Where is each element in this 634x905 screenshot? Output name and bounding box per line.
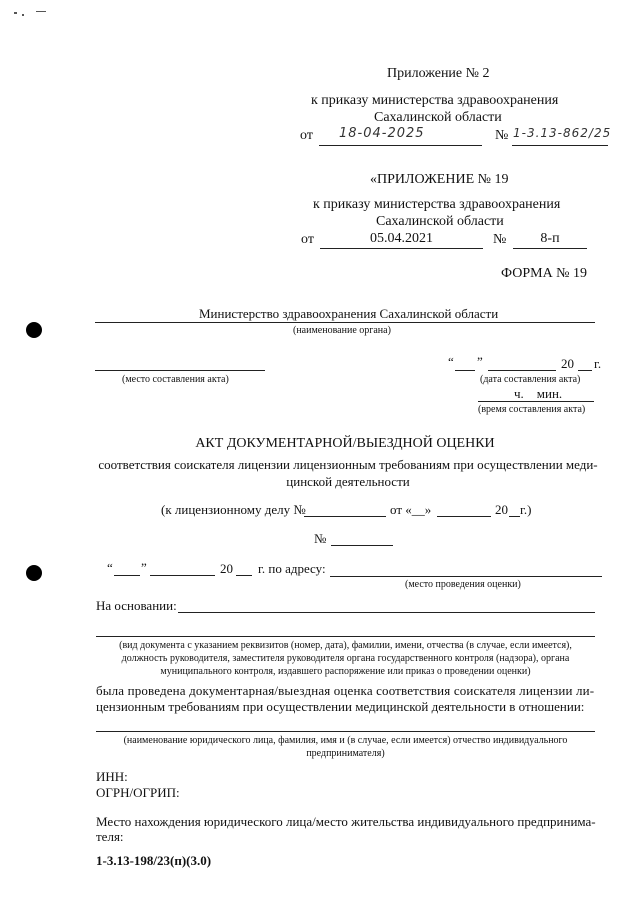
date-year-suffix: г. [594, 356, 602, 371]
date-month-line [488, 370, 556, 371]
act-number-label: № [314, 531, 327, 546]
appendix19-to-order: к приказу министерства здравоохранения [313, 197, 561, 212]
act-number-line [331, 545, 393, 546]
organ-caption: (наименование органа) [293, 325, 391, 336]
scan-speck [22, 14, 24, 16]
address-day-line [114, 575, 140, 576]
date-open-quote: “ [448, 354, 454, 369]
binder-hole [26, 565, 42, 581]
date-day-line [455, 370, 475, 371]
case-month-line [437, 516, 491, 517]
conducted-caption-1: (наименование юридического лица, фамилия, имя и (в случае, если имеется) отчество индивидуального [123, 735, 568, 746]
appendix19-number: 8-п [540, 231, 560, 246]
basis-caption-2: должность руководителя, заместителя руководителя органа государственного контроля (надзора), органа [121, 653, 570, 664]
date-caption: (дата составления акта) [480, 374, 581, 385]
address-year-line [236, 575, 252, 576]
address-close-quote: ” [141, 560, 147, 575]
conducted-caption-2: предпринимателя) [306, 748, 385, 759]
basis-line-1 [178, 612, 595, 613]
act-subtitle-2: цинской деятельности [286, 474, 410, 489]
conducted-fill-line [96, 731, 595, 732]
act-title: АКТ ДОКУМЕНТАРНОЙ/ВЫЕЗДНОЙ ОЦЕНКИ [195, 436, 495, 451]
basis-caption-1: (вид документа с указанием реквизитов (номер, дата), фамилии, имени, отчества (в случае, если имеется), [119, 640, 572, 651]
appendix-region: Сахалинской области [374, 110, 502, 125]
footer-code: 1-3.13-198/23(п)(3.0) [96, 853, 212, 868]
appendix-date-handwritten: 18-04-2025 [339, 126, 425, 141]
appendix-number-label: № [495, 128, 509, 143]
place-caption: (место составления акта) [122, 374, 229, 385]
appendix19-date-line [320, 248, 483, 249]
location-line-2: теля: [96, 829, 124, 844]
address-month-line [150, 575, 215, 576]
case-number-line [304, 516, 386, 517]
appendix19-number-line [513, 248, 587, 249]
appendix-number-handwritten: 1-3.13-862/25 [513, 126, 612, 140]
conducted-line-2: цензионным требованиям при осуществлении медицинской деятельности в отношении: [96, 699, 585, 714]
address-year-prefix: 20 [220, 561, 233, 576]
time-text: ч. мин. [514, 386, 563, 401]
appendix19-number-label: № [493, 232, 507, 247]
address-text: г. по адресу: [258, 561, 326, 576]
date-close-quote: ” [477, 354, 483, 369]
appendix19-from-label: от [301, 232, 314, 247]
binder-hole [26, 322, 42, 338]
organ-line [95, 322, 595, 323]
basis-line-2 [96, 636, 595, 637]
appendix19-date: 05.04.2021 [370, 231, 433, 246]
case-year-suffix: г.) [520, 502, 532, 517]
basis-label: На основании: [96, 598, 177, 613]
address-place-line [330, 576, 602, 577]
case-prefix: (к лицензионному делу № [161, 502, 306, 517]
appendix19-title: «ПРИЛОЖЕНИЕ № 19 [370, 172, 509, 187]
address-open-quote: “ [107, 560, 113, 575]
date-year-line [578, 370, 592, 371]
act-subtitle-1: соответствия соискателя лицензии лицензионным требованиям при осуществлении меди- [98, 457, 598, 472]
ogrn-label: ОГРН/ОГРИП: [96, 785, 180, 800]
appendix-date-line [319, 145, 482, 146]
form-label: ФОРМА № 19 [501, 266, 588, 281]
place-line [95, 370, 265, 371]
appendix-to-order: к приказу министерства здравоохранения [311, 93, 559, 108]
scan-speck [36, 11, 46, 12]
appendix19-region: Сахалинской области [376, 214, 504, 229]
scan-speck [14, 12, 17, 14]
date-year-prefix: 20 [561, 356, 574, 371]
conducted-line-1: была проведена документарная/выездная оценка соответствия соискателя лицензии ли- [96, 683, 595, 698]
case-year: 20 [495, 502, 508, 517]
appendix-title: Приложение № 2 [387, 66, 490, 81]
location-line-1: Место нахождения юридического лица/место жительства индивидуального предпринима- [96, 814, 596, 829]
organ-name: Министерство здравоохранения Сахалинской области [199, 306, 499, 321]
address-caption: (место проведения оценки) [405, 579, 521, 590]
appendix-from-label: от [300, 128, 313, 143]
inn-label: ИНН: [96, 769, 128, 784]
time-caption: (время составления акта) [478, 404, 586, 415]
appendix-number-line [512, 145, 608, 146]
case-from: от «__» [390, 502, 432, 517]
case-year-line [509, 516, 520, 517]
basis-caption-3: муниципального контроля, издавшего распоряжение или приказ о проведении оценки) [160, 666, 531, 677]
